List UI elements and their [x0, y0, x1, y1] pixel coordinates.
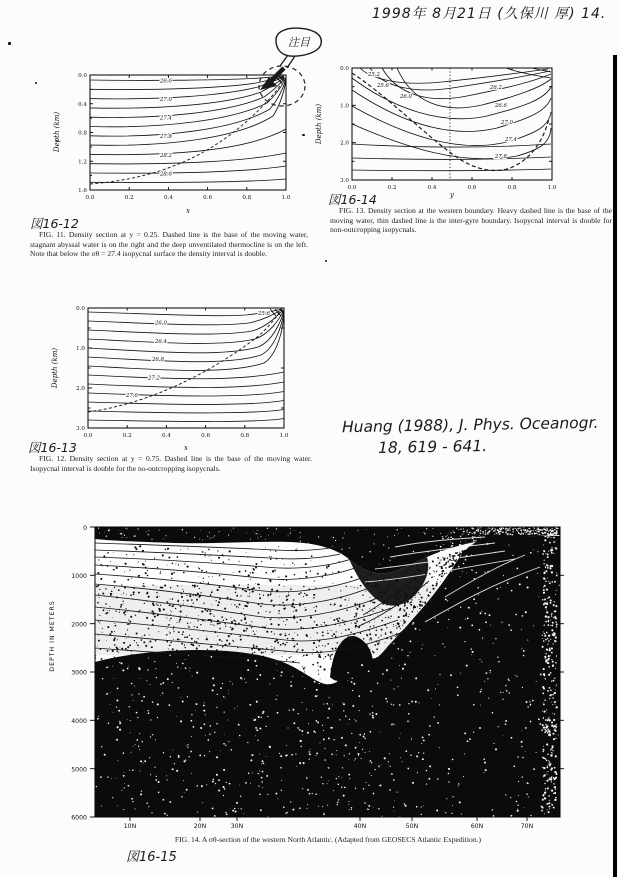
- section-plot-area: [95, 527, 561, 818]
- fig12-handwritten-number: 図16-13: [28, 440, 77, 455]
- svg-text:27.0: 27.0: [159, 97, 173, 103]
- y-axis-label: DEPTH IN METERS: [49, 600, 56, 672]
- svg-text:27.4: 27.4: [159, 115, 173, 122]
- svg-text:0.0: 0.0: [340, 66, 349, 72]
- svg-text:2.0: 2.0: [340, 140, 349, 147]
- svg-text:0.0: 0.0: [76, 306, 85, 312]
- axis-tick-labels: [51, 306, 289, 452]
- svg-text:25.6: 25.6: [257, 311, 271, 317]
- svg-text:20N: 20N: [193, 823, 207, 830]
- svg-text:0.4: 0.4: [161, 433, 171, 439]
- svg-text:1.2: 1.2: [78, 159, 87, 166]
- svg-text:27.0: 27.0: [500, 120, 514, 126]
- svg-text:26.4: 26.4: [154, 339, 168, 345]
- svg-text:2.0: 2.0: [76, 386, 85, 392]
- svg-text:40N: 40N: [353, 823, 367, 830]
- svg-text:2000: 2000: [71, 621, 87, 629]
- fig14-caption: FIG. 14. A σθ-section of the western North Atlantic. (Adapted from GEOSECS Atlantic Expedition.): [174, 835, 482, 844]
- svg-text:1.0: 1.0: [547, 185, 557, 191]
- svg-text:0.6: 0.6: [201, 433, 211, 439]
- scan-speck: [35, 82, 37, 84]
- svg-text:26.6: 26.6: [159, 78, 173, 85]
- fig14-geosecs-section: [38, 516, 590, 834]
- svg-text:0.8: 0.8: [240, 433, 250, 439]
- fig13-western-boundary-plot: [310, 60, 586, 202]
- svg-text:50N: 50N: [405, 823, 419, 830]
- svg-text:27.2: 27.2: [147, 375, 161, 382]
- fig11-caption: FIG. 11. Density section at y = 0.25. Dashed line is the base of the moving water, stagnant abyssal water is on the right and the deep unventilated thermocline is on the left. Note that below the σθ = 27.4 isopycnal surface the density interval is double.: [30, 230, 308, 259]
- svg-text:0.4: 0.4: [78, 101, 87, 108]
- svg-text:4000: 4000: [71, 718, 87, 725]
- svg-text:70N: 70N: [520, 823, 534, 830]
- svg-text:0.4: 0.4: [427, 185, 437, 191]
- svg-text:27.6: 27.6: [125, 393, 139, 399]
- svg-text:27.8: 27.8: [159, 134, 173, 140]
- svg-text:1000: 1000: [71, 573, 87, 580]
- scan-speck: [8, 42, 11, 45]
- svg-text:25.2: 25.2: [367, 72, 381, 78]
- y-axis-label: Depth (km): [51, 347, 59, 389]
- svg-text:0.0: 0.0: [83, 433, 93, 439]
- svg-text:10N: 10N: [123, 823, 137, 830]
- svg-text:3.0: 3.0: [340, 178, 349, 184]
- svg-text:3.0: 3.0: [76, 426, 85, 432]
- y-axis-label: Depth (km): [53, 111, 61, 153]
- attention-text: 注目: [288, 36, 310, 49]
- svg-text:60N: 60N: [470, 823, 484, 830]
- svg-text:1.0: 1.0: [279, 433, 289, 439]
- handwritten-citation-line1: Huang (1988), J. Phys. Oceanogr.: [341, 413, 599, 437]
- fig11-handwritten-number: 図16-12: [30, 216, 79, 231]
- svg-text:0.4: 0.4: [163, 195, 173, 201]
- x-axis-label: x: [186, 207, 190, 215]
- fig13-caption: FIG. 13. Density section at the western boundary. Heavy dashed line is the base of the moving water, thin dashed line is the inter-gyre boundary. Isopycnal interval is double for non-outcropping isopycnals.: [330, 206, 612, 235]
- svg-text:26.0: 26.0: [154, 320, 168, 327]
- svg-text:0.0: 0.0: [85, 195, 95, 201]
- x-axis-label: x: [184, 444, 188, 452]
- handwritten-date-note: 1998年 8月21日 (久保川 厚) 14.: [372, 6, 607, 22]
- y-axis-label: Depth (km): [315, 103, 323, 145]
- svg-text:1.0: 1.0: [281, 195, 291, 201]
- page-edge-scan-bar: [613, 55, 617, 877]
- svg-text:0.8: 0.8: [507, 185, 517, 191]
- svg-text:5000: 5000: [71, 766, 87, 774]
- svg-text:0.6: 0.6: [467, 185, 477, 191]
- svg-text:1.0: 1.0: [340, 103, 349, 110]
- fig13-handwritten-number: 図16-14: [328, 192, 377, 207]
- svg-text:27.4: 27.4: [504, 137, 518, 143]
- x-axis-label: y: [450, 191, 454, 199]
- svg-text:27.8: 27.8: [494, 154, 508, 160]
- svg-text:0.2: 0.2: [387, 185, 397, 191]
- svg-text:0.0: 0.0: [347, 185, 357, 191]
- axis-tick-labels: [315, 66, 557, 199]
- svg-text:25.6: 25.6: [376, 83, 390, 89]
- svg-text:0.2: 0.2: [122, 433, 132, 439]
- annotation-arrow-shaft: [271, 68, 284, 81]
- svg-text:26.6: 26.6: [494, 103, 508, 109]
- fig12-density-section-plot: [46, 300, 314, 458]
- svg-text:3000: 3000: [71, 669, 87, 677]
- svg-text:26.2: 26.2: [489, 85, 503, 91]
- svg-text:0.8: 0.8: [78, 130, 87, 137]
- svg-text:26.0: 26.0: [399, 94, 413, 100]
- svg-text:0.8: 0.8: [242, 195, 252, 201]
- fig12-caption: FIG. 12. Density section at y = 0.75. Dashed line is the base of the moving water. Isopycnal interval is double for the no-outcropping isopycnals.: [30, 454, 312, 473]
- svg-text:1.0: 1.0: [76, 346, 85, 352]
- svg-text:0: 0: [83, 525, 87, 532]
- svg-text:0.2: 0.2: [124, 195, 134, 201]
- handwritten-citation-line2: 18, 619 - 641.: [377, 437, 488, 457]
- svg-text:1.6: 1.6: [78, 188, 87, 194]
- fig14-handwritten-number: 図16-15: [126, 850, 177, 865]
- svg-text:0.0: 0.0: [78, 73, 87, 79]
- svg-text:30N: 30N: [230, 823, 244, 830]
- contour-labels: [159, 79, 173, 178]
- svg-text:28.6: 28.6: [159, 171, 173, 178]
- contour-lines: [88, 309, 284, 422]
- svg-text:26.8: 26.8: [151, 357, 165, 363]
- svg-text:6000: 6000: [71, 814, 87, 822]
- svg-text:28.2: 28.2: [159, 152, 173, 159]
- svg-text:0.6: 0.6: [203, 195, 213, 201]
- scan-speck: [325, 260, 327, 262]
